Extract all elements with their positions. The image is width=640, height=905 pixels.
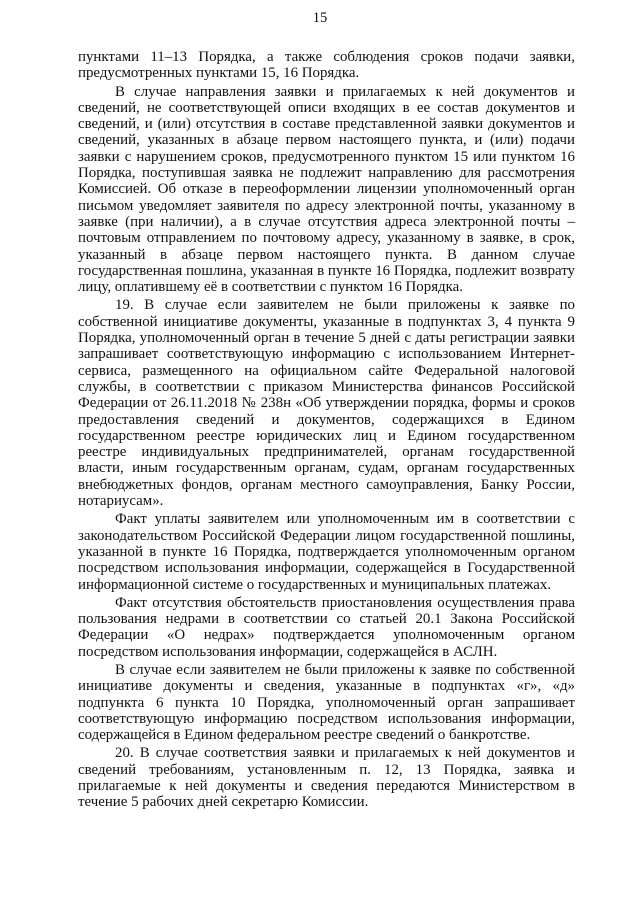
page-number: 15 [312, 10, 328, 26]
paragraph-item-19: 19. В случае если заявителем не были приложены к заявке по собственной инициативе документы, указанные в подпунктах 3, 4 пункта 9 Порядка, уполномоченный орган в течение 5 дней с даты регистрации заявки запрашивает соответствующую информацию с использованием Интернет-сервиса, размещенного на официальном сайте Федеральной налоговой службы, в соответствии с приказом Министерства финансов Российской Федерации от 26.11.2018 № 238н «Об утверждении порядка, формы и сроков предоставления сведений и документов, содержащихся в Едином государственном реестре юридических лиц и Едином государственном реестре индивидуальных предпринимателей, органам государственной власти, иным государственным органам, судам, органам государственных внебюджетных фондов, органам местного самоуправления, Банку России, нотариусам». [78, 297, 575, 510]
paragraph: Факт уплаты заявителем или уполномоченным им в соответствии с законодательством Российской Федерации лицом государственной пошлины, указанной в пункте 16 Порядка, подтверждается уполномоченным органом посредством использования информации, содержащейся в Государственной информационной системе о государственных и муниципальных платежах. [78, 511, 575, 593]
paragraph: Факт отсутствия обстоятельств приостановления осуществления права пользования недрами в соответствии со статьей 20.1 Закона Российской Федерации «О недрах» подтверждается уполномоченным органом посредством использования информации, содержащейся в АСЛН. [78, 594, 575, 660]
body-text [78, 49, 575, 811]
paragraph-continuation: пунктами 11–13 Порядка, а также соблюдения сроков подачи заявки, предусмотренных пунктами 15, 16 Порядка. [78, 49, 575, 82]
paragraph: В случае если заявителем не были приложены к заявке по собственной инициативе документы и сведения, указанные в подпунктах «г», «д» подпункта 6 пункта 10 Порядка, уполномоченный орган запрашивает соответствующую информацию посредством использования информации, содержащейся в Едином федеральном реестре сведений о банкротстве. [78, 661, 575, 744]
paragraph-item-20: 20. В случае соответствия заявки и прилагаемых к ней документов и сведений требованиям, установленным п. 12, 13 Порядка, заявка и прилагаемые к ней документы и сведения передаются Министерством в течение 5 рабочих дней секретарю Комиссии. [78, 745, 575, 811]
paragraph: В случае направления заявки и прилагаемых к ней документов и сведений, не соответствующей описи входящих в ее состав документов и сведений, и (или) отсутствия в составе представленной заявки документов и сведений, указанных в абзаце первом настоящего пункта, и (или) подачи заявки с нарушением сроков, предусмотренного пунктом 15 или пунктом 16 Порядка, поступившая заявка не подлежит направлению для рассмотрения Комиссией. Об отказе в переоформлении лицензии уполномоченный орган письмом уведомляет заявителя по адресу электронной почты, указанному в заявке (при наличии), а в случае отсутствия адреса электронной почты – почтовым отправлением по почтовому адресу, указанному в заявке, в срок, указанный в абзаце первом настоящего пункта. В данном случае государственная пошлина, указанная в пункте 16 Порядка, подлежит возврату лицу, оплатившему её в соответствии с пунктом 16 Порядка. [78, 83, 575, 296]
